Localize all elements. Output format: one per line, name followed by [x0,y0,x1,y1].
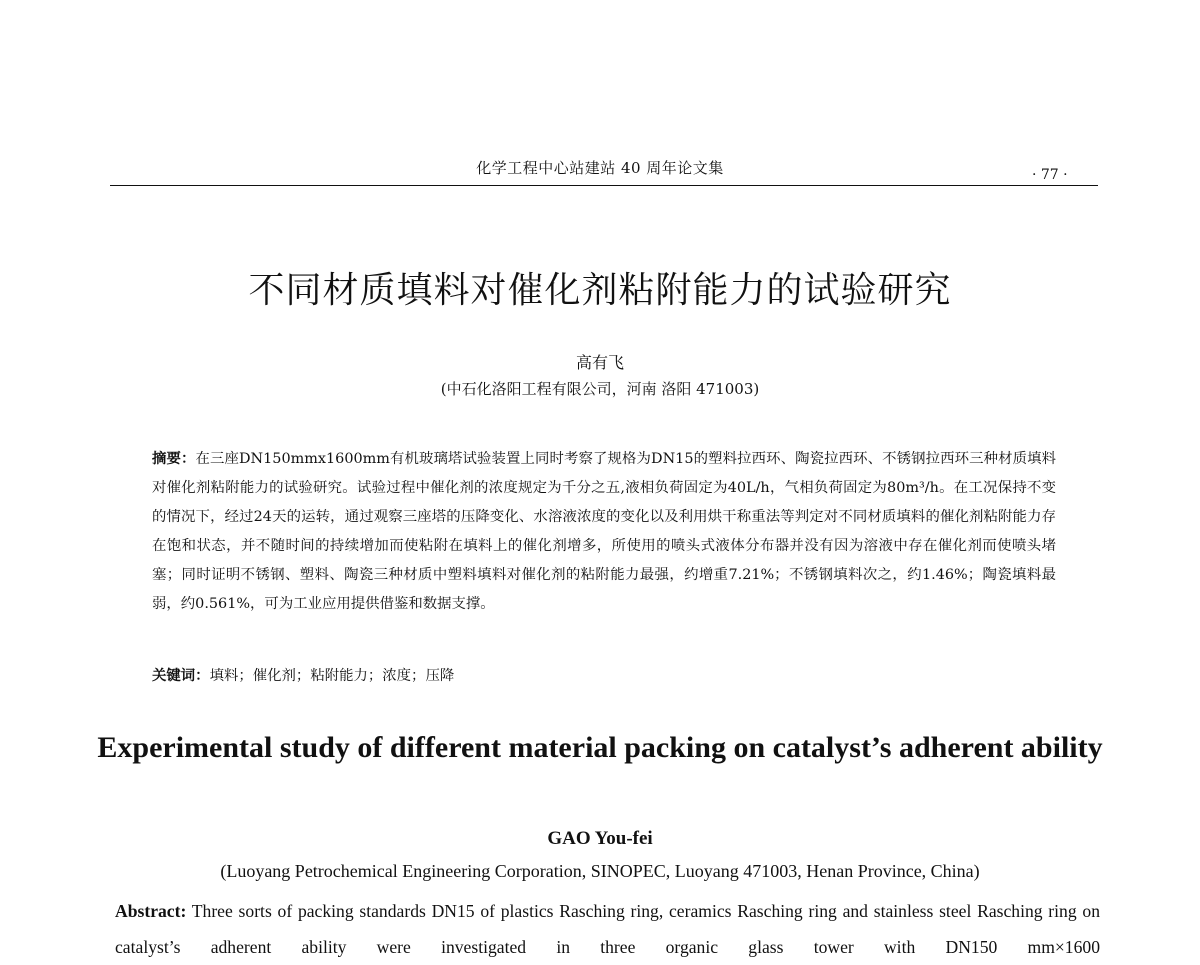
keywords-cn [152,664,1056,685]
affiliation-en: (Luoyang Petrochemical Engineering Corporation, SINOPEC, Luoyang 471003, Henan Province, China) [220,861,980,881]
affiliation-cn: (中石化洛阳工程有限公司，河南 洛阳 471003) [440,380,760,398]
running-header-title: 化学工程中心站建站 40 周年论文集 [476,159,724,177]
keywords-text-cn: 填料；催化剂；粘附能力；浓度；压降 [209,668,455,684]
page-number: · 77 · [1032,167,1068,183]
abstract-cn [152,444,1056,620]
author-en: GAO You-fei [547,828,653,849]
header-rule [110,185,1098,186]
abstract-label-en: Abstract: [115,901,187,921]
author-cn: 高有飞 [575,353,624,372]
keywords-label-cn: 关键词： [152,667,210,684]
title-en: Experimental study of different material packing on catalyst’s adherent ability [97,731,1103,764]
abstract-text-en: Three sorts of packing standards DN15 of plastics Rasching ring, ceramics Rasching ring and stainless steel Rasching ring on catalyst’s adherent ability were investigated in three organic glass tower with DN150 mm×1600 [115,901,1100,957]
abstract-label-cn: 摘要： [152,450,196,467]
title-cn: 不同材质填料对催化剂粘附能力的试验研究 [248,270,952,311]
abstract-text-cn: 在三座DN150mmx1600mm有机玻璃塔试验装置上同时考察了规格为DN15的塑料拉西环、陶瓷拉西环、不锈钢拉西环三种材质填料对催化剂粘附能力的试验研究。试验过程中催化剂的浓度规定为千分之五,液相负荷固定为40L/h，气相负荷固定为80m³/h。在工况保持不变的情况下，经过24天的运转，通过观察三座塔的压降变化、水溶液浓度的变化以及利用烘干称重法等判定对不同材质填料的催化剂粘附能力存在饱和状态，并不随时间的持续增加而使粘附在填料上的催化剂增多，所使用的喷头式液体分布器并没有因为溶液中存在催化剂而使喷头堵塞；同时证明不锈钢、塑料、陶瓷三种材质中塑料填料对催化剂的粘附能力最强，约增重7.21%；不锈钢填料次之，约1.46%；陶瓷填料最弱，约0.561%，可为工业应用提供借鉴和数据支撑。 [152,451,1056,613]
abstract-en [115,893,1100,965]
